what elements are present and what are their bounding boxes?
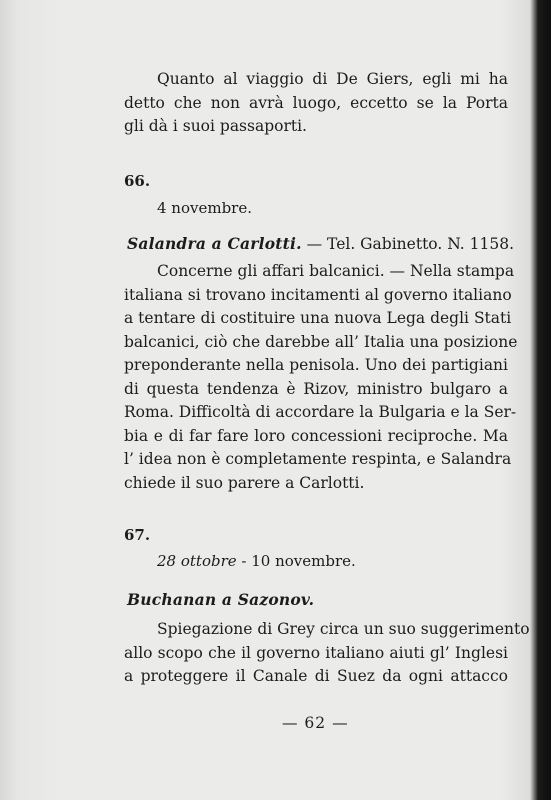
text-line: allo scopo che il governo italiano aiuti gl’ Inglesi (124, 643, 508, 662)
entry-date-new-style: - 10 novembre. (236, 552, 356, 570)
text-line: Spiegazione di Grey circa un suo suggerimento (157, 620, 530, 638)
entry-date-old-style: 28 ottobre (157, 552, 237, 570)
text-line: Quanto al viaggio di De Giers, egli mi ha (157, 70, 508, 88)
text-line: italiana si trovano incitamenti al governo italiano (124, 285, 512, 304)
text-line: a proteggere il Canale di Suez da ogni attacco (124, 667, 508, 685)
entry-body (124, 260, 518, 495)
page-number: — 62 — (282, 714, 349, 732)
text-line: a tentare di costituire una nuova Lega degli Stati (124, 309, 512, 327)
entry-heading-names: Salandra a Carlotti. (127, 234, 302, 253)
text-line: gli dà i suoi passaporti. (124, 117, 307, 135)
text-line: balcanici, ciò che darebbe all’ Italia una posizione (124, 332, 518, 351)
entry-heading-names: Buchanan a Sazonov. (127, 590, 315, 609)
text-line: chiede il suo parere a Carlotti. (124, 473, 365, 492)
entry-date (157, 550, 356, 574)
entry-heading (127, 232, 515, 257)
entry-heading-reference: — Tel. Gabinetto. N. 1158. (301, 235, 515, 253)
text-line: preponderante nella penisola. Uno dei partigiani (124, 356, 508, 374)
text-line: Concerne gli affari balcanici. — Nella stampa (157, 262, 515, 280)
entry-date: 4 novembre. (157, 199, 252, 217)
entry-number: 66. (124, 172, 151, 190)
entry-number: 67. (124, 526, 151, 544)
entry-heading (127, 588, 314, 613)
text-line: bia e di far fare loro concessioni reciproche. Ma (124, 426, 508, 445)
text-line: di questa tendenza è Rizov, ministro bulgaro a (124, 379, 508, 398)
top-paragraph (124, 68, 508, 139)
text-line: Roma. Difficoltà di accordare la Bulgaria e la Ser- (124, 403, 517, 421)
entry-body (124, 618, 530, 689)
text-line: detto che non avrà luogo, eccetto se la Porta (124, 93, 508, 112)
text-line: l’ idea non è completamente respinta, e Salandra (124, 450, 512, 468)
